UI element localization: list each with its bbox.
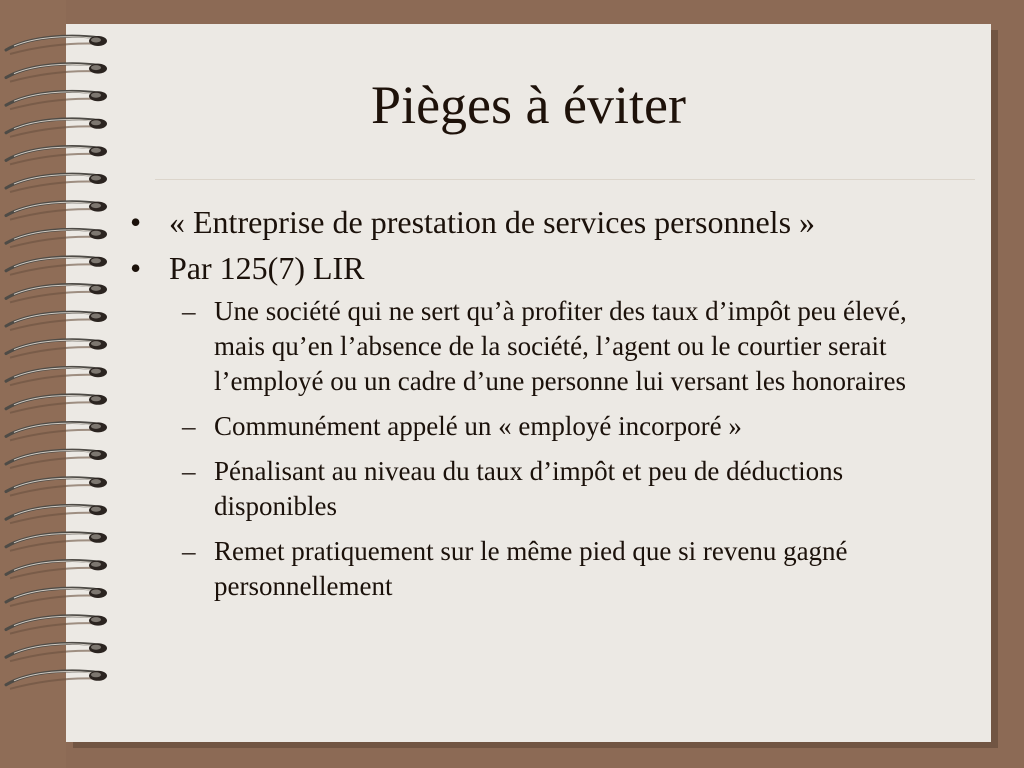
spiral-ring-icon bbox=[6, 616, 107, 634]
bullet-marker: • bbox=[130, 250, 142, 286]
sub-bullet-item bbox=[124, 454, 964, 524]
spiral-ring-icon bbox=[6, 146, 107, 164]
spiral-ring-icon bbox=[6, 643, 107, 661]
spiral-ring-icon bbox=[6, 257, 107, 275]
spiral-ring-icon bbox=[6, 174, 107, 192]
sub-bullet-item bbox=[124, 294, 964, 399]
spiral-ring-icon bbox=[6, 340, 107, 358]
bullet-marker: • bbox=[130, 204, 142, 240]
sub-bullet-marker: – bbox=[182, 411, 196, 441]
spiral-ring-icon bbox=[6, 202, 107, 220]
spiral-ring-icon bbox=[6, 395, 107, 413]
sub-bullet-text: Communément appelé un « employé incorporé » bbox=[214, 411, 742, 441]
spiral-ring-icon bbox=[6, 36, 107, 54]
bullet-item bbox=[124, 202, 964, 242]
spiral-ring-icon bbox=[6, 478, 107, 496]
spiral-ring-icon bbox=[6, 284, 107, 302]
slide-title: Pièges à éviter bbox=[371, 75, 686, 135]
spiral-ring-icon bbox=[6, 533, 107, 551]
spiral-ring-icon bbox=[6, 588, 107, 606]
spiral-ring-icon bbox=[6, 560, 107, 578]
spiral-ring-icon bbox=[6, 422, 107, 440]
spiral-ring-icon bbox=[6, 450, 107, 468]
sub-bullet-marker: – bbox=[182, 456, 196, 486]
spiral-ring-icon bbox=[6, 671, 107, 689]
sub-bullet-marker: – bbox=[182, 296, 196, 326]
sub-bullet-item bbox=[124, 409, 964, 444]
sub-bullet-marker: – bbox=[182, 536, 196, 566]
bullet-text: « Entreprise de prestation de services personnels » bbox=[169, 204, 816, 240]
sub-bullet-text: Une société qui ne sert qu’à profiter des taux d’impôt peu élevé, mais qu’en l’absence de la société, l’agent ou le courtier serait l’employé ou un cadre d’une personne lui versant les honoraires bbox=[214, 296, 907, 396]
spiral-ring-icon bbox=[6, 367, 107, 385]
sub-bullet-text: Remet pratiquement sur le même pied que si revenu gagné personnellement bbox=[214, 536, 848, 601]
spiral-ring-icon bbox=[6, 229, 107, 247]
spiral-ring-icon bbox=[6, 505, 107, 523]
title-divider bbox=[155, 179, 975, 180]
bullet-item bbox=[124, 248, 964, 288]
sub-bullet-text: Pénalisant au niveau du taux d’impôt et peu de déductions disponibles bbox=[214, 456, 844, 521]
sub-bullet-item bbox=[124, 534, 964, 604]
bullet-text: Par 125(7) LIR bbox=[169, 250, 365, 286]
spiral-ring-icon bbox=[6, 312, 107, 330]
bullet-list bbox=[124, 202, 964, 614]
